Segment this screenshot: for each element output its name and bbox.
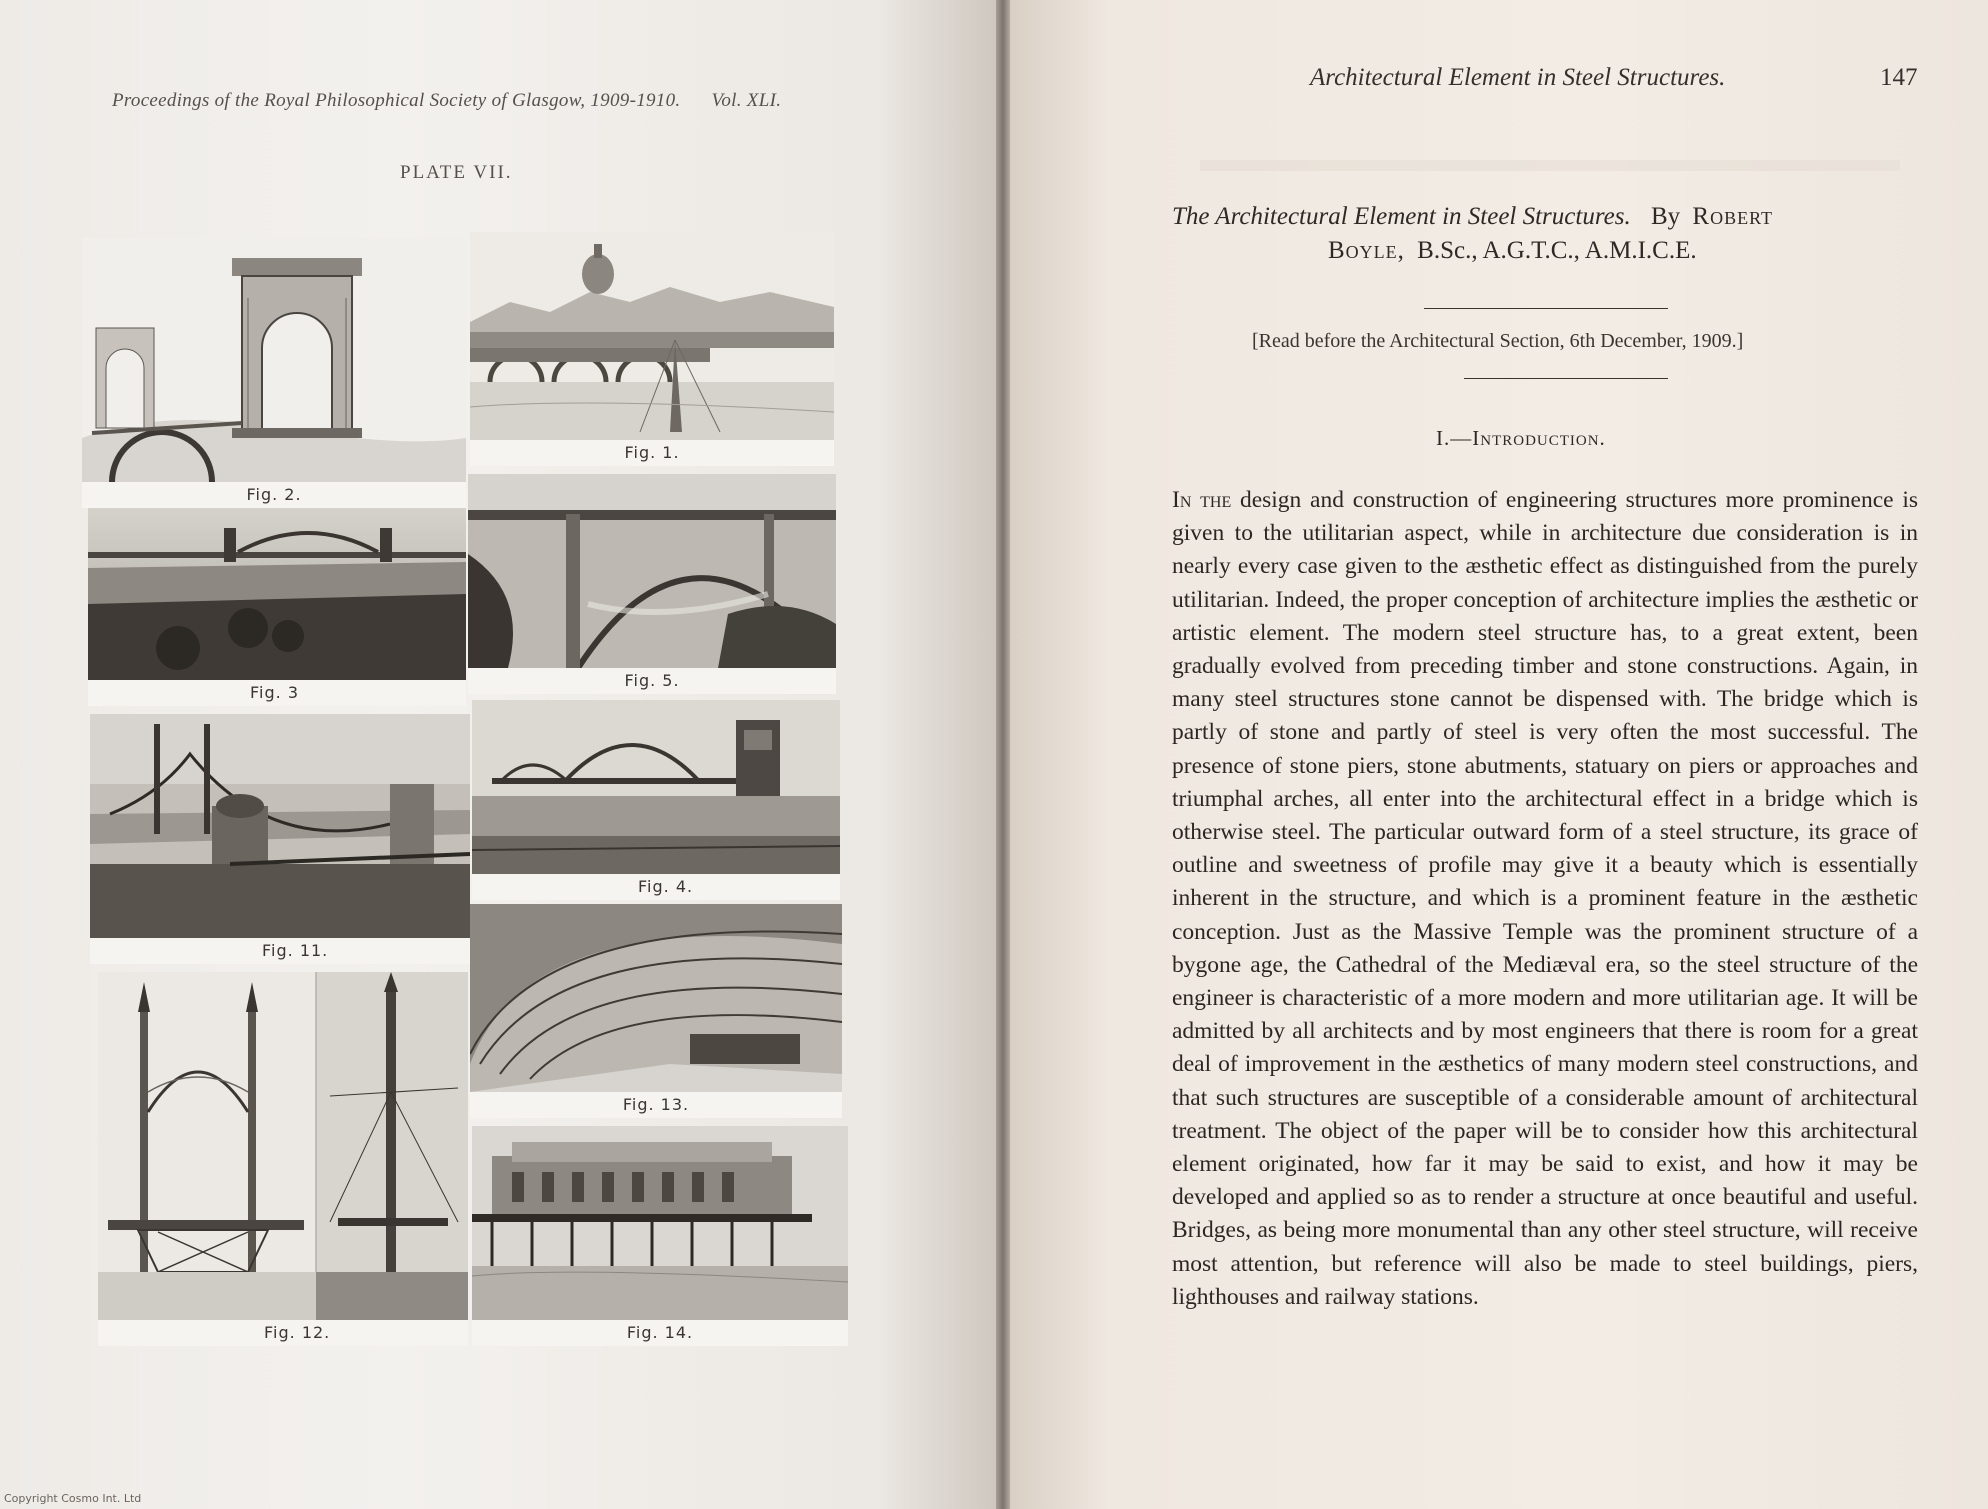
figure-11-label: Fig. 11. [90, 938, 470, 964]
show-through [1200, 160, 1900, 171]
volume-number: Vol. XLI. [711, 90, 782, 111]
figure-13-label: Fig. 13. [470, 1092, 842, 1118]
article-title: The Architectural Element in Steel Structures. [1172, 203, 1631, 230]
section-heading: I.—Introduction. [1436, 426, 1606, 450]
body-lead-words: In the [1172, 487, 1232, 513]
figure-11-photo [90, 714, 470, 938]
figure-1-label: Fig. 1. [470, 440, 834, 466]
figure-3-label: Fig. 3 [88, 680, 466, 706]
figure-12-drawing [98, 972, 468, 1320]
left-running-head [112, 90, 812, 112]
figure-13 [470, 904, 842, 1118]
author-credentials: B.Sc., A.G.T.C., A.M.I.C.E. [1417, 237, 1697, 264]
figure-1-engraving [470, 232, 834, 440]
figure-12-label: Fig. 12. [98, 1320, 468, 1346]
proceedings-title: Proceedings of the Royal Philosophical Society of Glasgow, 1909-1910. [112, 90, 681, 111]
author-first-name: Robert [1692, 203, 1774, 230]
figure-2-label: Fig. 2. [82, 482, 466, 508]
figure-4-photo [472, 700, 840, 874]
figure-14-photo [472, 1126, 848, 1320]
figure-4-label: Fig. 4. [472, 874, 840, 900]
read-note: [Read before the Architectural Section, 6th December, 1909.] [1252, 330, 1744, 352]
figure-4 [472, 700, 840, 900]
byline-by: By [1650, 203, 1681, 230]
article-title-block [1172, 200, 1912, 268]
figure-5-photo [468, 474, 836, 668]
figure-3-photo [88, 508, 466, 682]
author-last-name: Boyle, [1328, 237, 1405, 264]
body-text: design and construction of engineering structures more prominence is given to the utilitarian aspect, while in architecture due consideration is in nearly every case given to the æsthetic effect as distinguished from the purely utilitarian. Indeed, the proper conception of architecture implies the æsthetic or artistic element. The modern steel structure has, to a great extent, been gradually evolved from preceding timber and stone constructions. Again, in many steel structures stone cannot be dispensed with. The bridge which is partly of stone and partly of steel is very often the most successful. The presence of stone piers, stone abutments, statuary on piers or approaches and triumphal arches, all enter into the architectural effect in a bridge which is otherwise steel. The particular outward form of a steel structure, its grace of outline and sweetness of profile may give it a beauty which is essentially inherent in the structure, and which is a prominent feature in the æsthetic conception. Just as the Massive Temple was the prominent structure of a bygone age, the Cathedral of the Mediæval era, so the steel structure of the engineer is characteristic of a more modern and more utilitarian age. It will be admitted by all architects and by most engineers that there is room for a great deal of improvement in the æsthetics of many modern steel constructions, and that such structures are susceptible of a considerable amount of architectural treatment. The object of the paper will be to consider how this architectural element originated, how far it may be said to exist, and how it may be developed and applied so as to render a structure at once beautiful and useful. Bridges, as being more monumental than any other steel structure, will receive most attention, but reference will also be made to steel buildings, piers, lighthouses and railway stations. [1172, 487, 1919, 1310]
figure-13-photo [470, 904, 842, 1092]
figure-12 [98, 972, 468, 1346]
figure-2 [82, 238, 466, 508]
copyright-watermark: Copyright Cosmo Int. Ltd [4, 1492, 142, 1505]
plate-title: PLATE VII. [400, 162, 513, 183]
figure-5-label: Fig. 5. [468, 668, 836, 694]
figure-14-label: Fig. 14. [472, 1320, 848, 1346]
book-gutter [996, 0, 1010, 1509]
right-running-head: Architectural Element in Steel Structures. [1310, 64, 1726, 91]
figure-1 [470, 232, 834, 466]
title-divider [1424, 308, 1668, 309]
figure-5 [468, 474, 836, 694]
body-paragraph [1172, 484, 1918, 1314]
figure-2-engraving [82, 238, 466, 508]
figure-3 [88, 508, 466, 706]
note-divider [1464, 378, 1668, 379]
figure-14 [472, 1126, 848, 1346]
figure-11 [90, 714, 470, 964]
page-number: 147 [1880, 64, 1918, 91]
